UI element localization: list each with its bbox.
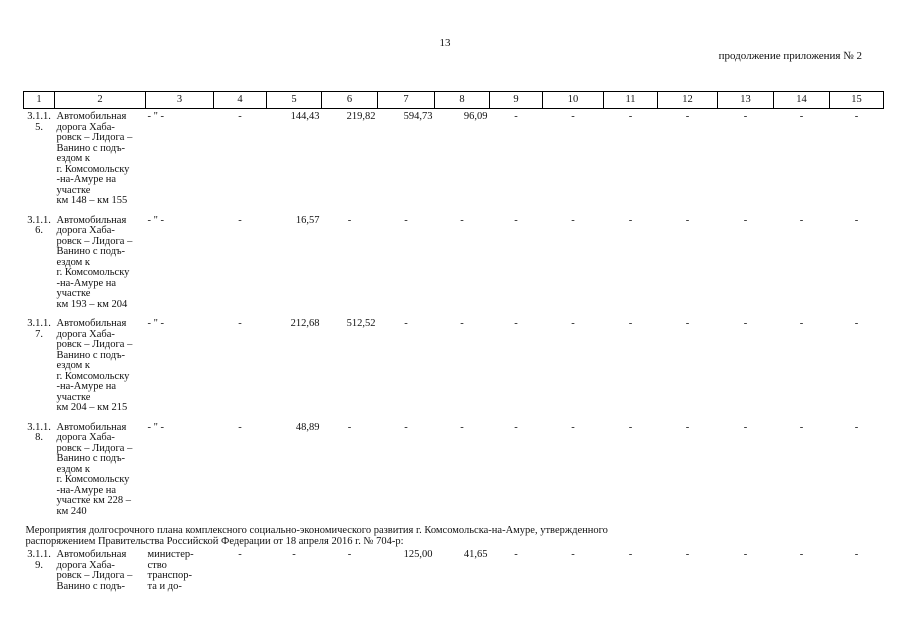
table-row bbox=[24, 420, 884, 524]
value-cell-col11: - bbox=[628, 111, 633, 122]
value-cell-col5: - bbox=[292, 549, 296, 560]
item-name-line: Автомобильная bbox=[56, 549, 127, 560]
column-header: 7 bbox=[378, 92, 435, 109]
value-cell-col13: - bbox=[743, 214, 748, 226]
item-code-cell bbox=[24, 547, 55, 598]
section-heading-line: распоряжением Правительства Российской Федерации от 18 апреля 2016 г. № 704-р: bbox=[25, 535, 404, 547]
item-code-line: 3.1.1. bbox=[27, 111, 51, 122]
section-heading-line: Мероприятия долгосрочного плана комплексного социально-экономического развития г. Комсомольска-на-Амуре, утвержденного bbox=[25, 525, 608, 536]
responsible-line: транспор- bbox=[147, 570, 193, 581]
section-heading-row bbox=[24, 523, 884, 547]
item-name-line: -на-Амуре на bbox=[56, 484, 117, 496]
item-code-line: 3.1.1. bbox=[27, 549, 51, 560]
value-cell-col5: 48,89 bbox=[295, 421, 320, 433]
value-cell-col8: 41,65 bbox=[463, 549, 488, 560]
item-name-line: -на-Амуре на bbox=[56, 277, 117, 289]
table-row bbox=[24, 109, 884, 213]
item-name-line: км 148 – км 155 bbox=[56, 195, 128, 206]
item-name-line: дорога Хаба- bbox=[56, 328, 115, 340]
item-name-line: км 240 bbox=[56, 505, 87, 517]
item-code-cell bbox=[24, 420, 55, 524]
item-name-line: участке bbox=[56, 184, 91, 196]
value-cell-col4: - bbox=[238, 111, 242, 122]
value-cell-col15: - bbox=[854, 111, 859, 122]
value-cell-col4: - bbox=[238, 549, 242, 560]
item-name-line: Автомобильная bbox=[56, 111, 127, 122]
item-name-line: участке bbox=[56, 288, 91, 299]
table-body-group1 bbox=[24, 109, 884, 524]
item-name-line: ездом к bbox=[56, 256, 91, 268]
column-header: 3 bbox=[146, 92, 214, 109]
column-header: 8 bbox=[435, 92, 490, 109]
value-cell-col5: 16,57 bbox=[295, 214, 320, 226]
column-header: 9 bbox=[490, 92, 543, 109]
value-cell-col11: - bbox=[628, 214, 633, 226]
item-name-line: Ванино с подъ- bbox=[56, 349, 126, 361]
section-heading-body bbox=[24, 523, 884, 547]
column-number-header-row bbox=[24, 92, 884, 109]
item-name-line: дорога Хаба- bbox=[56, 559, 115, 571]
value-cell-col10: - bbox=[571, 111, 575, 122]
item-name-line: ровск – Лидога – bbox=[56, 442, 133, 454]
value-cell-col9: - bbox=[514, 111, 518, 122]
value-cell-col7: - bbox=[404, 421, 408, 433]
item-name-line: дорога Хаба- bbox=[56, 225, 115, 236]
item-code-line: 6. bbox=[35, 225, 43, 236]
item-name-line: Ванино с подъ- bbox=[56, 453, 126, 464]
value-cell-col8: - bbox=[460, 421, 464, 433]
section-heading bbox=[24, 523, 884, 547]
item-name-line: г. Комсомольску bbox=[56, 267, 130, 278]
item-code-cell bbox=[24, 316, 55, 420]
value-cell-col13: - bbox=[743, 549, 748, 560]
value-cell-col11: - bbox=[628, 421, 633, 433]
value-cell-col14: - bbox=[799, 318, 804, 329]
table-row bbox=[24, 547, 884, 598]
column-header: 1 bbox=[24, 92, 55, 109]
value-cell-col13: - bbox=[743, 421, 748, 433]
item-code-line: 3.1.1. bbox=[27, 214, 51, 226]
column-header: 10 bbox=[543, 92, 604, 109]
item-code-cell bbox=[24, 213, 55, 317]
value-cell-col12: - bbox=[685, 111, 690, 122]
value-cell-col7: 594,73 bbox=[403, 111, 433, 122]
value-cell-col9: - bbox=[514, 318, 518, 329]
item-name-line: Ванино с подъ- bbox=[56, 580, 126, 592]
value-cell-col15: - bbox=[854, 549, 859, 560]
item-name-cell bbox=[55, 316, 146, 420]
item-code-line: 3.1.1. bbox=[27, 421, 51, 433]
item-name-cell bbox=[55, 420, 146, 524]
value-cell-col12: - bbox=[685, 214, 690, 226]
column-header: 5 bbox=[267, 92, 322, 109]
value-cell-col13: - bbox=[743, 318, 748, 329]
column-header: 13 bbox=[718, 92, 774, 109]
item-name-line: г. Комсомольску bbox=[56, 474, 130, 485]
table-row bbox=[24, 316, 884, 420]
item-code-line: 7. bbox=[35, 328, 43, 340]
value-cell-col4: - bbox=[238, 214, 242, 226]
value-cell-col7: 125,00 bbox=[403, 549, 433, 560]
responsible-line: ство bbox=[147, 559, 167, 571]
value-cell-col13: - bbox=[743, 111, 748, 122]
item-code-line: 5. bbox=[35, 121, 43, 133]
item-name-line: км 204 – км 215 bbox=[56, 402, 128, 413]
column-header: 11 bbox=[604, 92, 658, 109]
value-cell-col14: - bbox=[799, 214, 804, 226]
item-name-line: Ванино с подъ- bbox=[56, 142, 126, 154]
value-cell-col6: 512,52 bbox=[346, 318, 376, 329]
item-name-line: г. Комсомольску bbox=[56, 163, 130, 175]
value-cell-col4: - bbox=[238, 318, 242, 329]
value-cell-col15: - bbox=[854, 318, 859, 329]
value-cell-col12: - bbox=[685, 421, 690, 433]
item-name-line: ездом к bbox=[56, 463, 91, 475]
table-body-group2 bbox=[24, 547, 884, 598]
value-cell-col10: - bbox=[571, 421, 575, 433]
item-name-line: Ванино с подъ- bbox=[56, 246, 126, 257]
value-cell-col11: - bbox=[628, 318, 633, 329]
column-header: 2 bbox=[55, 92, 146, 109]
value-cell-col8: - bbox=[460, 318, 464, 329]
column-header: 12 bbox=[658, 92, 718, 109]
value-cell-col8: 96,09 bbox=[463, 111, 488, 122]
value-cell-col8: - bbox=[460, 214, 464, 226]
value-cell-col10: - bbox=[571, 549, 575, 560]
item-name-line: км 193 – км 204 bbox=[56, 298, 128, 310]
item-name-line: Автомобильная bbox=[56, 214, 127, 226]
value-cell-col14: - bbox=[799, 421, 804, 433]
value-cell-col12: - bbox=[685, 549, 690, 560]
item-name-line: г. Комсомольску bbox=[56, 370, 130, 382]
item-name-cell bbox=[55, 109, 146, 213]
item-code-cell bbox=[24, 109, 55, 213]
page-number: 13 bbox=[439, 37, 451, 49]
responsible-cell bbox=[146, 547, 214, 598]
responsible-line: та и до- bbox=[147, 580, 182, 592]
data-table bbox=[23, 91, 884, 598]
item-name-line: ровск – Лидога – bbox=[56, 235, 133, 247]
column-header: 6 bbox=[322, 92, 378, 109]
column-header: 4 bbox=[214, 92, 267, 109]
value-cell-col5: 212,68 bbox=[290, 318, 320, 329]
value-cell-col4: - bbox=[238, 421, 242, 433]
value-cell-col15: - bbox=[854, 421, 859, 433]
table-row bbox=[24, 213, 884, 317]
item-code-line: 9. bbox=[35, 559, 43, 571]
value-cell-col10: - bbox=[571, 214, 575, 226]
item-name-cell bbox=[55, 213, 146, 317]
value-cell-col5: 144,43 bbox=[290, 111, 320, 122]
value-cell-col12: - bbox=[685, 318, 690, 329]
item-name-line: Автомобильная bbox=[56, 421, 127, 433]
value-cell-col14: - bbox=[799, 111, 804, 122]
value-cell-col6: - bbox=[347, 549, 352, 560]
item-name-line: ровск – Лидога – bbox=[56, 570, 133, 581]
value-cell-col9: - bbox=[514, 214, 518, 226]
value-cell-col9: - bbox=[514, 549, 518, 560]
value-cell-col6: 219,82 bbox=[346, 111, 376, 122]
item-name-line: ездом к bbox=[56, 360, 91, 371]
responsible-cell: - " - bbox=[147, 111, 165, 122]
value-cell-col15: - bbox=[854, 214, 859, 226]
value-cell-col14: - bbox=[799, 549, 804, 560]
responsible-line: министер- bbox=[147, 549, 194, 560]
item-name-line: Автомобильная bbox=[56, 318, 127, 329]
responsible-cell: - " - bbox=[147, 421, 165, 433]
item-name-line: дорога Хаба- bbox=[56, 432, 115, 443]
item-name-line: -на-Амуре на bbox=[56, 174, 117, 185]
item-name-line: участке bbox=[56, 391, 91, 403]
value-cell-col10: - bbox=[571, 318, 575, 329]
value-cell-col7: - bbox=[404, 214, 408, 226]
value-cell-col9: - bbox=[514, 421, 518, 433]
value-cell-col7: - bbox=[404, 318, 408, 329]
appendix-continuation-label: продолжение приложения № 2 bbox=[718, 50, 862, 62]
item-name-line: ровск – Лидога – bbox=[56, 339, 133, 350]
value-cell-col6: - bbox=[347, 421, 352, 433]
item-name-line: дорога Хаба- bbox=[56, 121, 115, 133]
column-header: 14 bbox=[774, 92, 830, 109]
item-name-line: -на-Амуре на bbox=[56, 381, 117, 392]
value-cell-col11: - bbox=[628, 549, 633, 560]
item-code-line: 8. bbox=[35, 432, 43, 443]
responsible-cell: - " - bbox=[147, 318, 165, 329]
item-code-line: 3.1.1. bbox=[27, 318, 51, 329]
item-name-cell bbox=[55, 547, 146, 598]
item-name-line: ровск – Лидога – bbox=[56, 132, 133, 143]
column-header: 15 bbox=[830, 92, 884, 109]
value-cell-col6: - bbox=[347, 214, 352, 226]
responsible-cell: - " - bbox=[147, 214, 165, 226]
item-name-line: ездом к bbox=[56, 153, 91, 164]
item-name-line: участке км 228 – bbox=[56, 495, 132, 506]
